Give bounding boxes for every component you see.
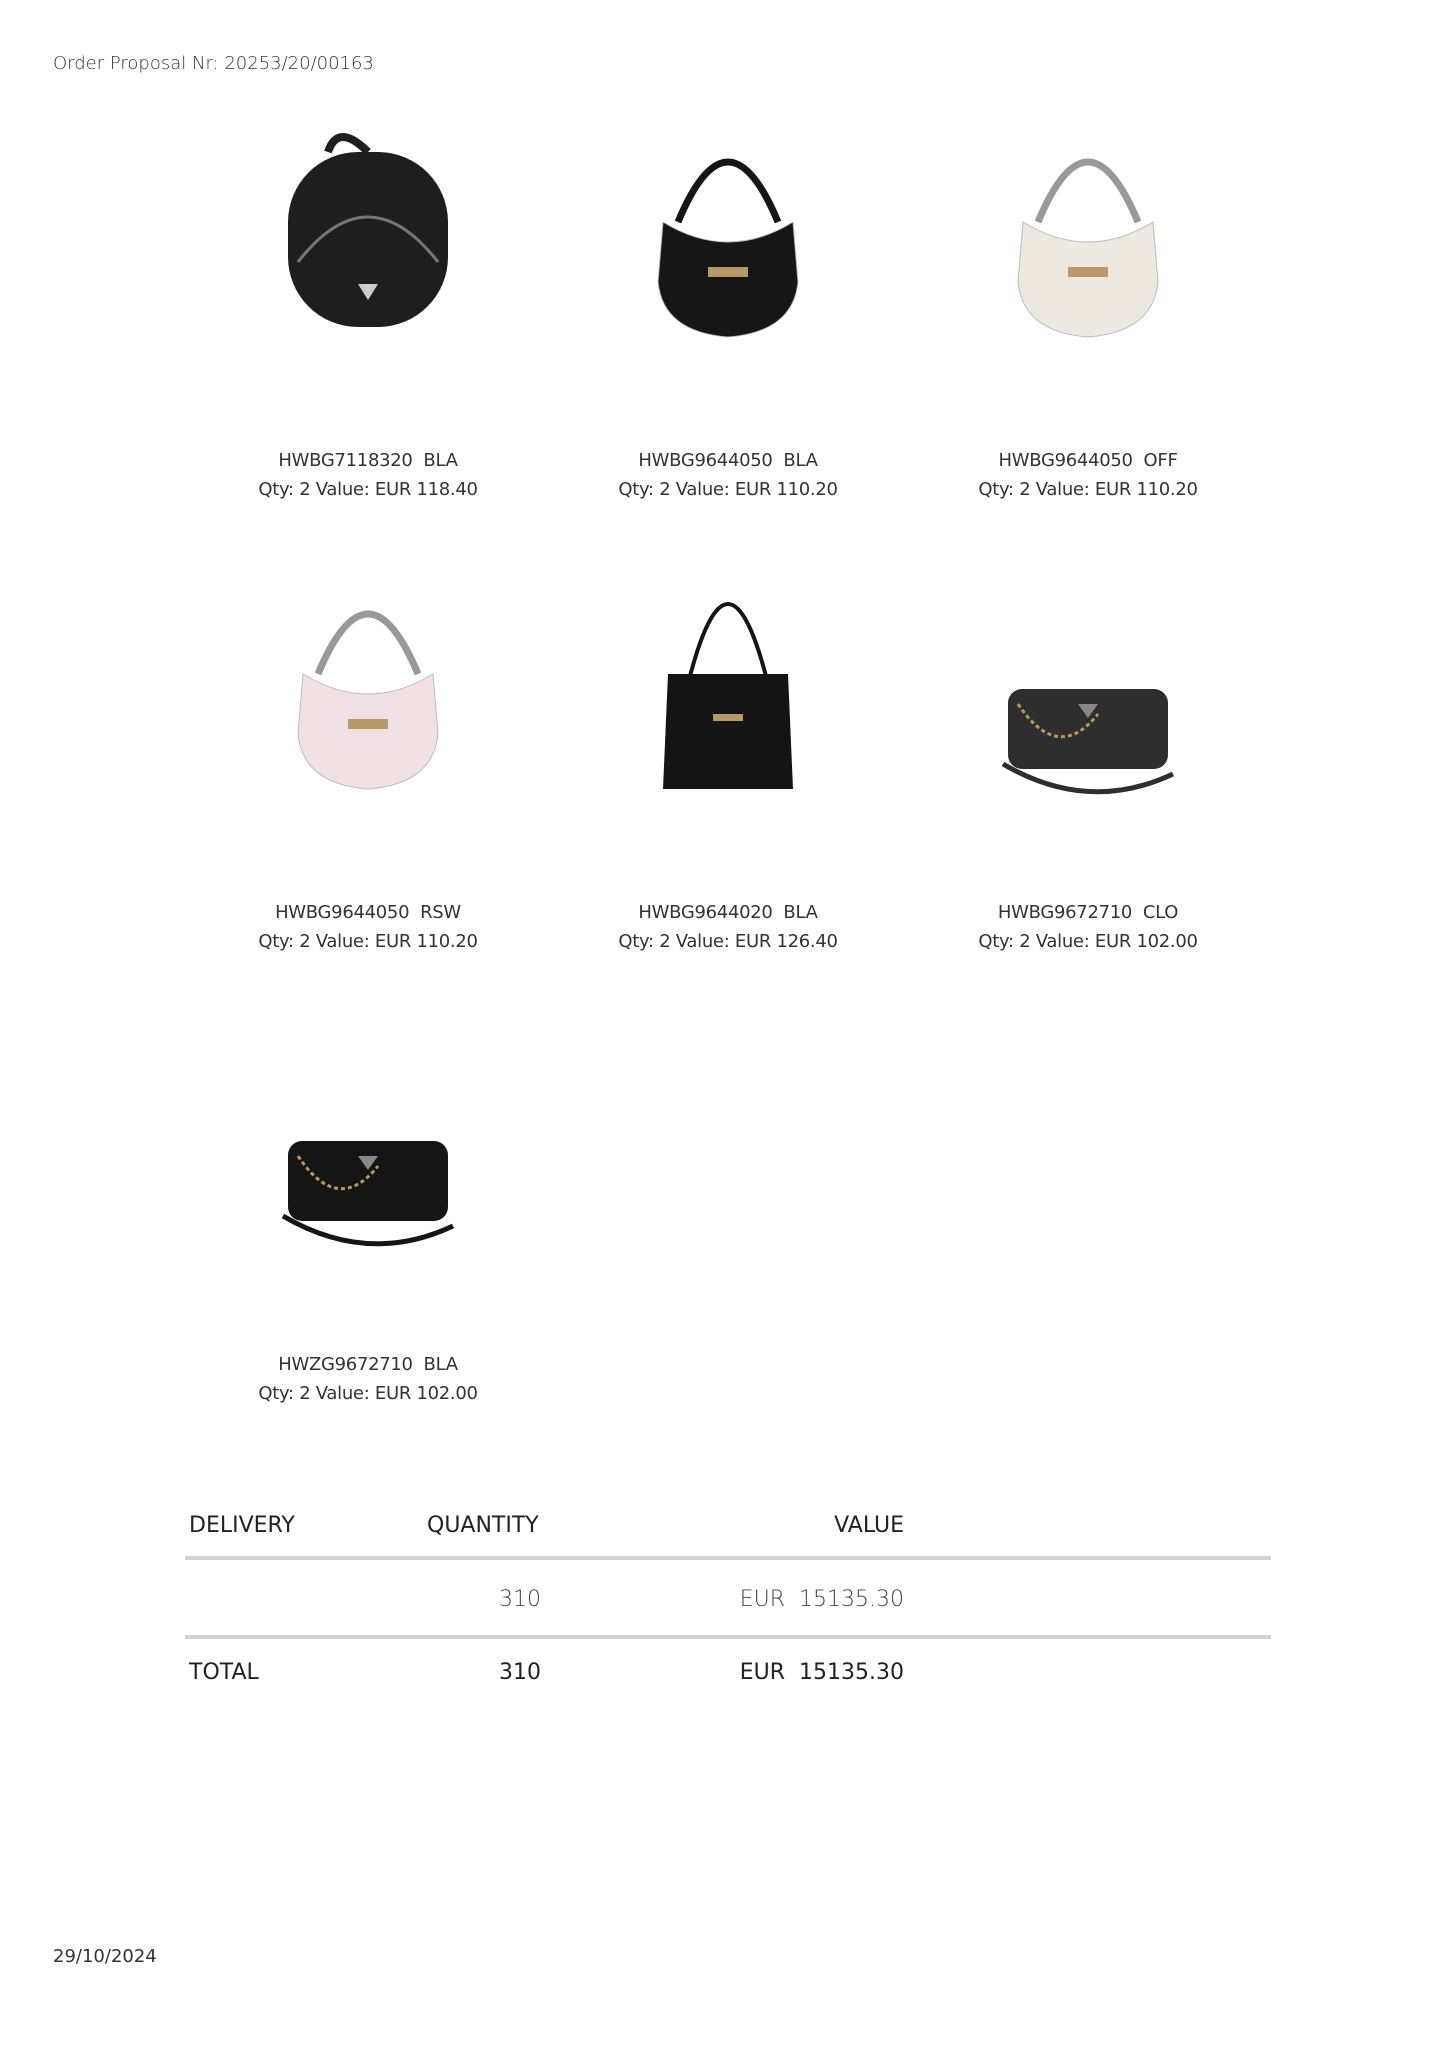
divider [185, 1556, 1271, 1560]
product-code: HWBG9644020 BLA [638, 902, 818, 923]
row-value: EUR 15135.30 [739, 1587, 904, 1612]
product-qty-value: Qty: 2 Value: EUR 110.20 [258, 931, 478, 952]
row-quantity: 310 [499, 1587, 541, 1612]
product-card [548, 564, 908, 956]
total-label: TOTAL [189, 1660, 259, 1685]
document-date: 29/10/2024 [53, 1946, 157, 1967]
product-card [188, 112, 548, 504]
header-value: VALUE [834, 1513, 904, 1538]
hobo-bag-image [548, 112, 908, 412]
product-qty-value: Qty: 2 Value: EUR 126.40 [618, 931, 838, 952]
total-quantity: 310 [499, 1660, 541, 1685]
crossbody-bag-image [908, 564, 1268, 864]
product-card [188, 564, 548, 956]
product-code: HWBG9672710 CLO [997, 902, 1179, 923]
product-code: HWBG7118320 BLA [278, 450, 458, 471]
hobo-bag-image [908, 112, 1268, 412]
product-code: HWBG9644050 RSW [275, 902, 461, 923]
product-code: HWBG9644050 BLA [638, 450, 818, 471]
product-qty-value: Qty: 2 Value: EUR 102.00 [258, 1383, 478, 1404]
hobo-bag-image [188, 564, 548, 864]
shoulder-bag-image [548, 564, 908, 864]
product-card [908, 112, 1268, 504]
order-proposal-number: Order Proposal Nr: 20253/20/00163 [53, 53, 374, 74]
product-qty-value: Qty: 2 Value: EUR 118.40 [258, 479, 478, 500]
header-quantity: QUANTITY [427, 1513, 539, 1538]
total-value: EUR 15135.30 [739, 1660, 904, 1685]
header-delivery: DELIVERY [189, 1513, 295, 1538]
product-qty-value: Qty: 2 Value: EUR 110.20 [978, 479, 1198, 500]
product-qty-value: Qty: 2 Value: EUR 110.20 [618, 479, 838, 500]
product-card [188, 1016, 548, 1408]
backpack-image [188, 112, 548, 412]
product-card [548, 112, 908, 504]
product-qty-value: Qty: 2 Value: EUR 102.00 [978, 931, 1198, 952]
divider [185, 1635, 1271, 1639]
product-code: HWZG9672710 BLA [278, 1354, 458, 1375]
product-code: HWBG9644050 OFF [998, 450, 1178, 471]
crossbody-bag-image [188, 1016, 548, 1316]
product-card [908, 564, 1268, 956]
